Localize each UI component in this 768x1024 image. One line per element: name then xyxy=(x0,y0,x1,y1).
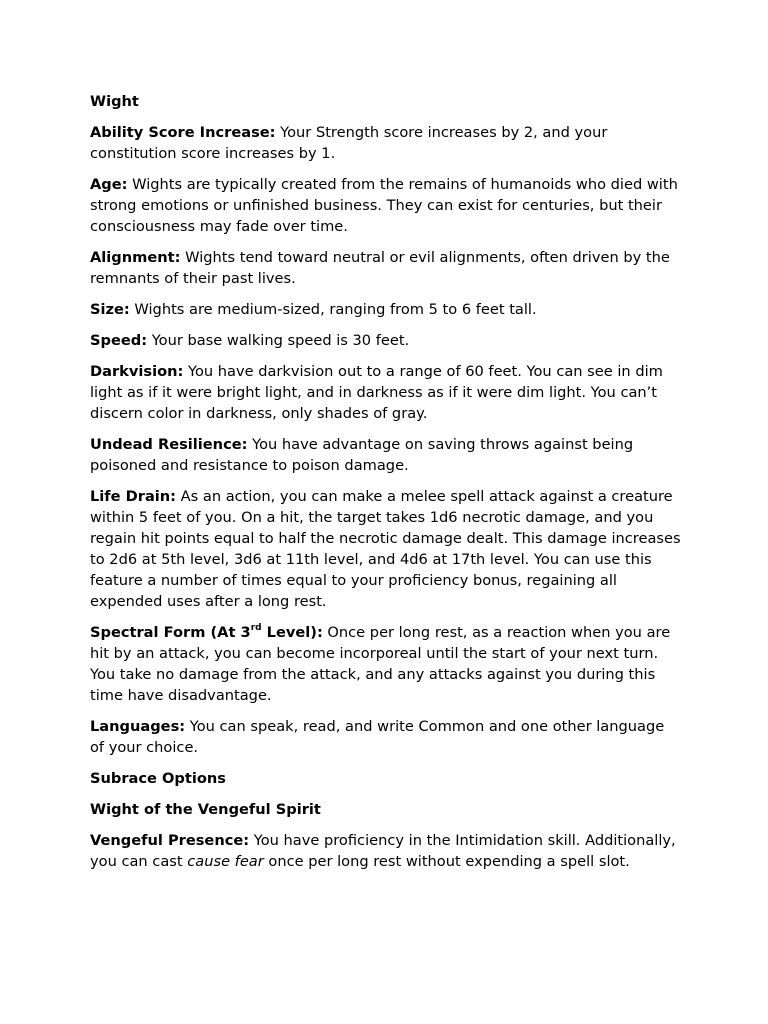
trait-text: Wights are typically created from the remains of humanoids who died with strong emotions or unfinished business. They can exist for centuries, but their consciousness may fade over time. xyxy=(90,176,678,235)
trait-term: Vengeful Presence: xyxy=(90,832,250,849)
trait-ability-score-increase xyxy=(90,122,682,164)
trait-vengeful-presence xyxy=(90,830,682,872)
trait-term: Undead Resilience: xyxy=(90,436,248,453)
trait-term xyxy=(90,624,323,641)
trait-age xyxy=(90,174,682,237)
trait-term-prefix: Spectral Form (At 3 xyxy=(90,624,251,641)
trait-languages xyxy=(90,716,682,758)
page-title: Wight xyxy=(90,93,139,110)
trait-term: Speed: xyxy=(90,332,148,349)
trait-text: You can speak, read, and write Common and one other language of your choice. xyxy=(90,718,665,756)
trait-term: Age: xyxy=(90,176,128,193)
trait-life-drain xyxy=(90,486,682,612)
ordinal-suffix: rd xyxy=(250,623,262,634)
trait-term: Languages: xyxy=(90,718,186,735)
trait-text-before: You have proficiency in the Intimidation skill. Additionally, you can cast xyxy=(90,832,676,870)
trait-term: Life Drain: xyxy=(90,488,177,505)
subrace-title: Wight of the Vengeful Spirit xyxy=(90,801,321,818)
spell-name: cause fear xyxy=(187,853,264,870)
subrace-options-heading: Subrace Options xyxy=(90,770,226,787)
trait-text: You have darkvision out to a range of 60 feet. You can see in dim light as if it were bright light, and in darkness as if it were dim light. You can’t discern color in darkness, only shades of gray. xyxy=(90,363,663,422)
trait-spectral-form xyxy=(90,622,682,706)
trait-size xyxy=(90,299,682,320)
trait-text: Your Strength score increases by 2, and your constitution score increases by 1. xyxy=(90,124,608,162)
trait-term: Darkvision: xyxy=(90,363,184,380)
trait-alignment xyxy=(90,247,682,289)
trait-speed xyxy=(90,330,682,351)
trait-text-after: once per long rest without expending a spell slot. xyxy=(268,853,630,870)
trait-term-suffix: Level): xyxy=(261,624,323,641)
trait-term: Size: xyxy=(90,301,130,318)
trait-text: Wights tend toward neutral or evil alignments, often driven by the remnants of their past lives. xyxy=(90,249,670,287)
trait-term: Ability Score Increase: xyxy=(90,124,276,141)
trait-darkvision xyxy=(90,361,682,424)
trait-undead-resilience xyxy=(90,434,682,476)
trait-text: Your base walking speed is 30 feet. xyxy=(151,332,410,349)
document-page xyxy=(90,91,682,882)
trait-text: As an action, you can make a melee spell attack against a creature within 5 feet of you. On a hit, the target takes 1d6 necrotic damage, and you regain hit points equal to half the necrotic damage dealt. This damage increases to 2d6 at 5th level, 3d6 at 11th level, and 4d6 at 17th level. You can use this feature a number of times equal to your proficiency bonus, regaining all expended uses after a long rest. xyxy=(90,488,681,610)
trait-term: Alignment: xyxy=(90,249,181,266)
trait-text: Once per long rest, as a reaction when you are hit by an attack, you can become incorporeal until the start of your next turn. You take no damage from the attack, and any attacks against you during this time have disadvantage. xyxy=(90,624,671,704)
trait-text: You have advantage on saving throws against being poisoned and resistance to poison damage. xyxy=(90,436,634,474)
trait-text: Wights are medium-sized, ranging from 5 to 6 feet tall. xyxy=(134,301,537,318)
